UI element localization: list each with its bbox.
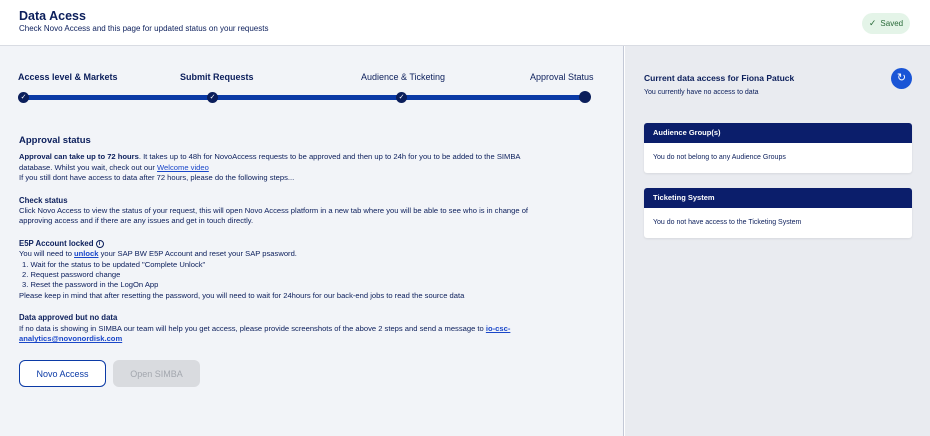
saved-label: Saved [880,19,904,28]
audience-groups-body: You do not belong to any Audience Groups [653,154,786,161]
no-data-title: Data approved but no data [19,313,118,323]
approval-text: . It takes up to 48h for NovoAccess requests to be approved and then up to 24h for you to be added to the SIMBA database. Whilst you wait, check out our [19,152,521,172]
esp-unlock-text [19,249,534,259]
info-icon[interactable]: i [96,240,104,248]
step-label-access-level[interactable]: Access level & Markets [18,72,118,82]
open-simba-button: Open SIMBA [113,360,200,387]
check-icon: ✓ [868,18,877,28]
ticketing-system-header: Ticketing System [644,188,912,208]
esp-step: 3. Reset the password in the LogOn App [22,280,159,290]
current-access-subtitle: You currently have no access to data [644,89,759,96]
unlock-link[interactable]: unlock [74,249,99,259]
approval-content [19,136,534,345]
access-sidebar [625,46,930,436]
novo-access-button[interactable]: Novo Access [19,360,106,387]
check-status-title: Check status [19,195,68,205]
approval-followup: If you still dont have access to data after 72 hours, please do the following steps... [19,173,295,183]
ticketing-system-card [644,188,912,238]
check-status-text: Click Novo Access to view the status of your request, this will open Novo Access platform in a new tab where you will be able to see who is in change of approving access and if there are any issues and get in touch directly. [19,206,529,226]
step-complete-icon[interactable]: ✓ [207,92,218,103]
step-current-icon[interactable] [579,91,591,103]
stepper-track [23,95,585,100]
saved-badge [862,13,910,34]
esp-title-text: E5P Account locked [19,238,94,248]
no-data-message: If no data is showing in SIMBA our team will help you get access, please provide screenshots of the above 2 steps and send a message to [19,323,486,333]
esp-account-title [19,239,534,249]
esp-step: 1. Wait for the status to be updated "Complete Unlock" [22,259,206,269]
audience-groups-header: Audience Group(s) [644,123,912,143]
support-email-link[interactable]: io-csc-analytics@novonordisk.com [19,323,511,344]
step-label-approval-status[interactable]: Approval Status [530,72,594,82]
esp-pre-text: You will need to [19,249,75,259]
ticketing-system-body: You do not have access to the Ticketing System [653,219,802,226]
esp-step: 2. Request password change [22,270,121,280]
refresh-icon[interactable]: ↻ [891,68,912,89]
no-data-text [19,324,534,345]
approval-paragraph [19,152,534,173]
step-complete-icon[interactable]: ✓ [396,92,407,103]
page-header [0,0,930,46]
approval-status-title: Approval status [19,135,91,146]
current-access-title: Current data access for Fiona Patuck [644,73,795,83]
audience-groups-card [644,123,912,173]
esp-note: Please keep in mind that after resetting the password, you will need to wait for 24hours for our back-end jobs to read the source data [19,290,465,300]
page-title: Data Acess [19,9,86,23]
page-subtitle: Check Novo Access and this page for updated status on your requests [19,24,269,33]
main-panel [0,46,624,436]
step-label-submit-requests[interactable]: Submit Requests [180,72,254,82]
step-complete-icon[interactable]: ✓ [18,92,29,103]
welcome-video-link[interactable]: Welcome video [157,162,209,172]
step-label-audience-ticketing[interactable]: Audience & Ticketing [361,72,446,82]
approval-time-notice: Approval can take up to 72 hours [19,152,139,162]
esp-post-text: your SAP BW E5P Account and reset your SAP psasword. [98,249,297,259]
